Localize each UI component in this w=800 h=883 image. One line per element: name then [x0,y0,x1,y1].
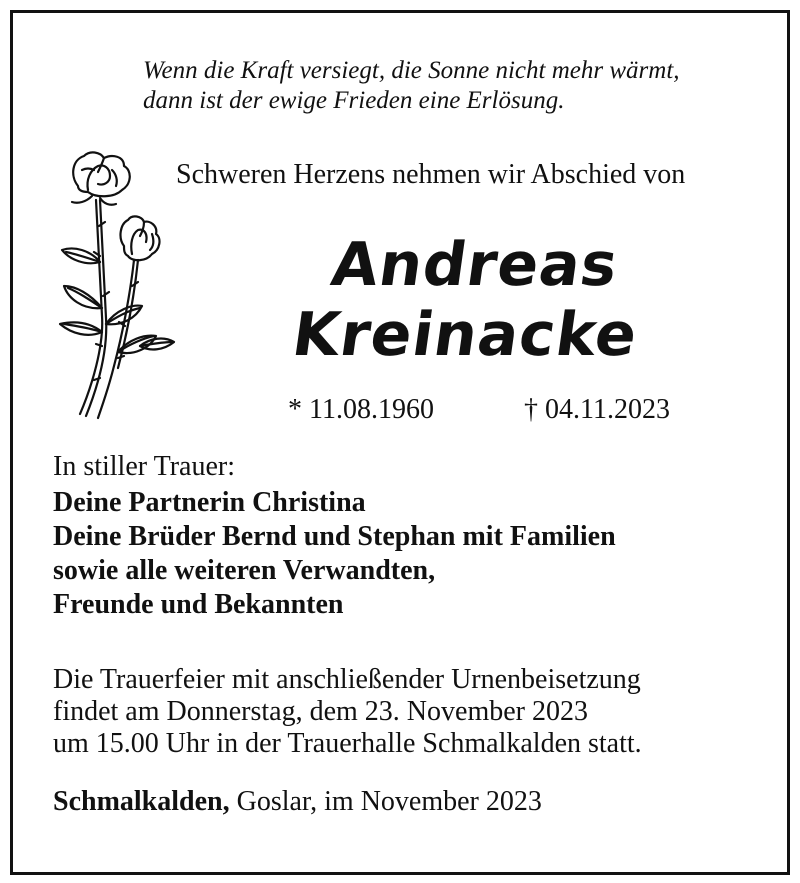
memorial-quote [143,56,680,116]
ceremony-details [53,664,642,760]
signoff [53,784,542,820]
intro-text: Schweren Herzens nehmen wir Abschied von [176,159,686,190]
birth-date: * 11.08.1960 [288,394,434,425]
mourners-list [53,486,616,622]
deceased-name [190,230,750,370]
mourner-line: Deine Partnerin Christina [53,487,366,518]
rose-icon [52,146,182,421]
mourner-line: sowie alle weiteren Verwandten, [53,555,436,586]
first-name: Andreas [327,230,623,300]
ceremony-line: findet am Donnerstag, dem 23. November 2023 [53,696,588,727]
quote-line: Wenn die Kraft versiegt, die Sonne nicht mehr wärmt, [143,57,680,84]
ceremony-line: um 15.00 Uhr in der Trauerhalle Schmalkalden statt. [53,728,642,759]
mourning-label: In stiller Trauer: [53,451,235,482]
mourner-line: Freunde und Bekannten [53,589,344,620]
signoff-place: Schmalkalden, [53,786,230,817]
mourner-line: Deine Brüder Bernd und Stephan mit Familien [53,521,616,552]
death-date: † 04.11.2023 [524,394,670,425]
quote-line: dann ist der ewige Frieden eine Erlösung. [143,87,565,114]
last-name: Kreinacke [288,300,643,370]
ceremony-line: Die Trauerfeier mit anschließender Urnenbeisetzung [53,664,641,695]
signoff-rest: Goslar, im November 2023 [229,786,542,817]
